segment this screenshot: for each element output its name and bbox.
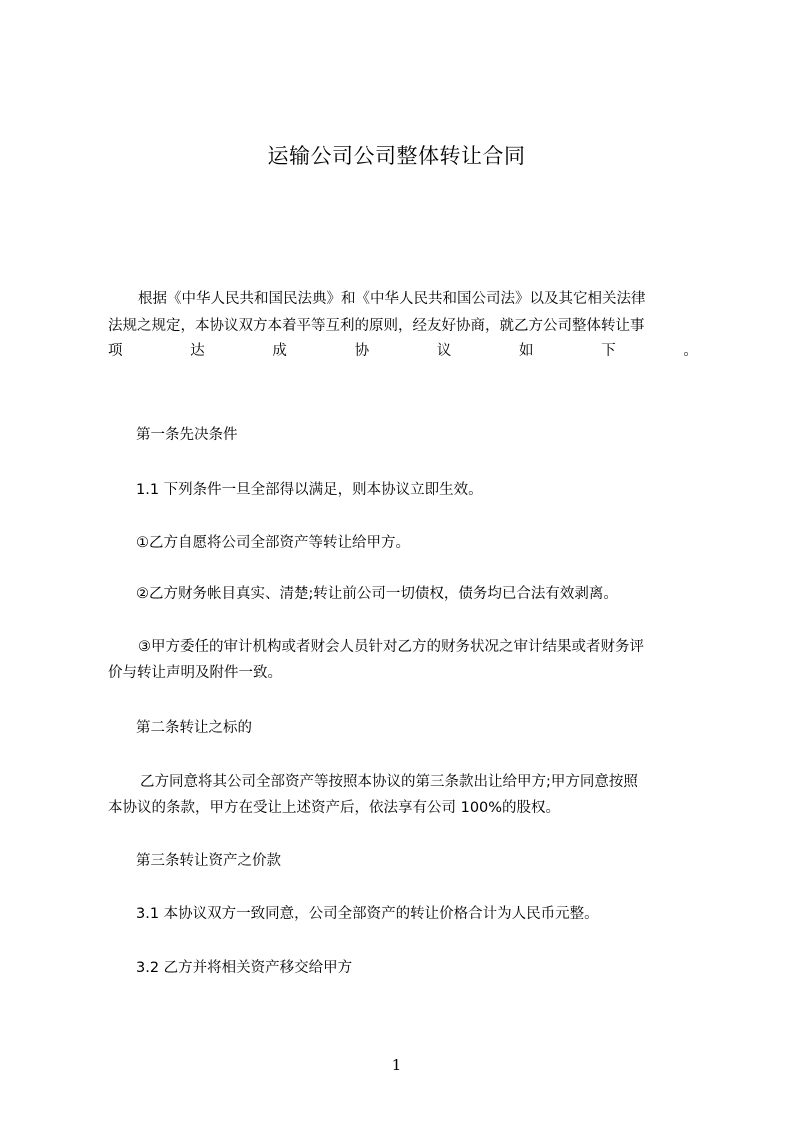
intro-char: 达: [190, 343, 205, 359]
clause-3-2: 3.2 乙方并将相关资产移交给甲方: [136, 960, 353, 976]
intro-paragraph: [138, 287, 708, 312]
article1-item-2: ②乙方财务帐目真实、清楚;转让前公司一切债权，债务均已合法有效剥离。: [136, 586, 618, 602]
article1-item-3-line-1: ③甲方委任的审计机构或者财会人员针对乙方的财务状况之审计结果或者财务评: [138, 639, 644, 655]
intro-char: 成: [272, 343, 287, 359]
intro-char: 协: [354, 343, 370, 359]
article1-item-3-line-2: 价与转让声明及附件一致。: [108, 665, 282, 681]
clause-3-1: 3.1 本协议双方一致同意，公司全部资产的转让价格合计为人民币元整。: [136, 906, 599, 922]
intro-char: 项: [108, 343, 123, 359]
article1-item-3-cont: [108, 661, 702, 686]
intro-char: 如: [519, 343, 534, 359]
intro-line-1: 根据《中华人民共和国民法典》和《中华人民共和国公司法》以及其它相关法律: [138, 291, 646, 307]
article1-item-3: [138, 635, 708, 660]
intro-line-3: [108, 339, 698, 364]
article2-body-cont: [108, 796, 702, 821]
article1-heading: 第一条先决条件: [136, 427, 238, 443]
intro-line-2: 法规之规定，本协议双方本着平等互利的原则，经友好协商，就乙方公司整体转让事: [108, 318, 645, 334]
article2-body: [140, 770, 710, 795]
article2-body-line-2: 本协议的条款，甲方在受让上述资产后，依法享有公司 100%的股权。: [108, 800, 561, 816]
page-number: 1: [391, 1056, 402, 1074]
intro-char: 下: [601, 343, 616, 359]
intro-char: 议: [436, 343, 452, 359]
document-title: 运输公司公司整体转让合同: [267, 144, 526, 168]
article1-item-1: ①乙方自愿将公司全部资产等转让给甲方。: [136, 535, 410, 551]
intro-char: 。: [683, 343, 698, 359]
article3-heading: 第三条转让资产之价款: [136, 853, 281, 869]
article2-body-line-1: 乙方同意将其公司全部资产等按照本协议的第三条款出让给甲方;甲方同意按照: [140, 774, 638, 790]
intro-paragraph-cont: [108, 314, 702, 364]
article2-heading: 第二条转让之标的: [136, 720, 252, 736]
clause-1-1: 1.1 下列条件一旦全部得以满足，则本协议立即生效。: [136, 482, 483, 498]
